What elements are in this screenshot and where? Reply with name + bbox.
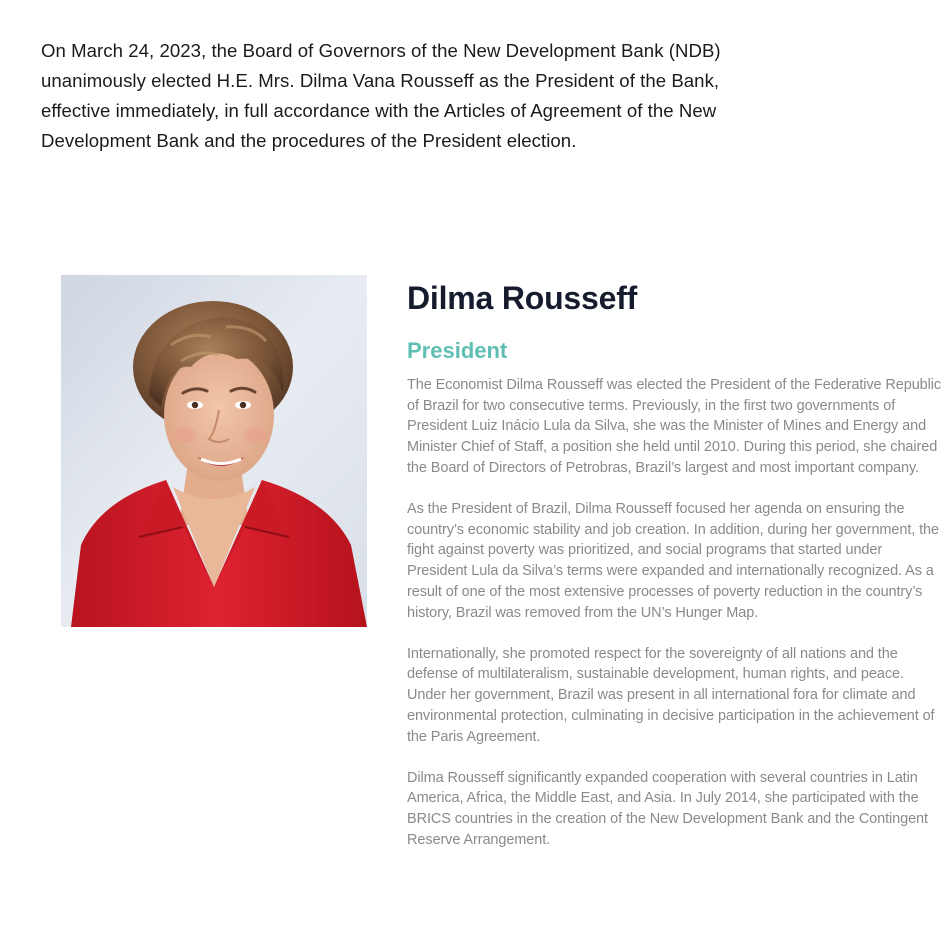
profile-section	[407, 276, 944, 871]
profile-name: Dilma Rousseff	[407, 280, 638, 316]
bio-paragraph-4: Dilma Rousseff significantly expanded cooperation with several countries in Latin America, Africa, the Middle East, and Asia. In July 2014, she participated with the BRICS countries in the creation of the New Development Bank and the Contingent Reserve Arrangement.	[407, 769, 928, 848]
bio-paragraph-3: Internationally, she promoted respect for the sovereignty of all nations and the defense of multilateralism, sustainable development, human rights, and peace. Under her government, Brazil was present in all international fora for climate and environmental protection, culminating in decisive participation in the achievement of the Paris Agreement.	[407, 645, 935, 745]
profile-role: President	[407, 338, 508, 363]
intro-paragraph: On March 24, 2023, the Board of Governors of the New Development Bank (NDB) unanimously elected H.E. Mrs. Dilma Vana Rousseff as the President of the Bank, effective immediately, in full accordance with the Articles of Agreement of the New Development Bank and the procedures of the President election.	[41, 40, 721, 151]
bio-paragraph-1: The Economist Dilma Rousseff was elected the President of the Federative Republic of Brazil for two consecutive terms. Previously, in the first two governments of President Luiz Inácio Lula da Silva, she was the Minister of Mines and Energy and Minister Chief of Staff, a position she held until 2010. During this period, she chaired the Board of Directors of Petrobras, Brazil’s largest and most important company.	[407, 377, 942, 476]
bio-paragraph-2: As the President of Brazil, Dilma Rousseff focused her agenda on ensuring the country’s economic stability and job creation. In addition, during her government, the fight against poverty was prioritized, and social programs that started under President Lula da Silva’s terms were expanded and internationally recognized. As a result of one of the most extensive processes of poverty reduction in the country’s history, Brazil was removed from the UN’s Hunger Map.	[407, 501, 939, 621]
profile-bio	[407, 375, 944, 851]
president-portrait	[61, 275, 367, 627]
